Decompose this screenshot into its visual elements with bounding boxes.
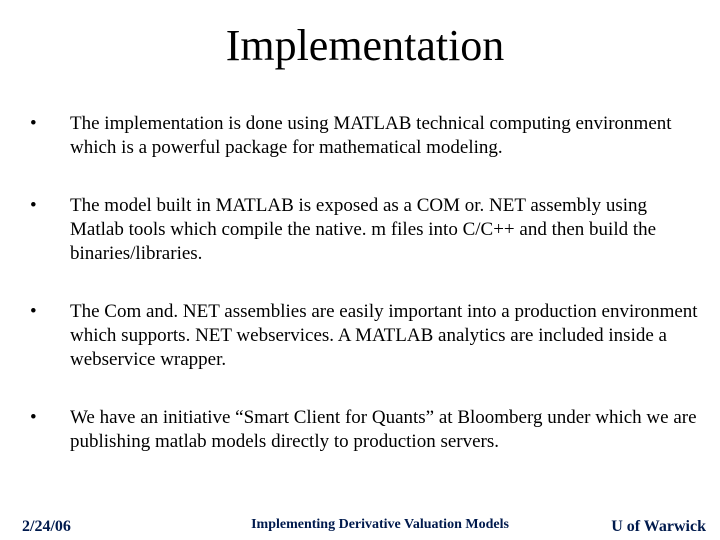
bullet-icon: •: [30, 301, 37, 322]
bullet-icon: •: [30, 113, 37, 134]
bullet-item: [30, 406, 700, 454]
bullet-icon: •: [30, 407, 37, 428]
bullet-item: [30, 300, 700, 372]
footer-presentation-title: Implementing Derivative Valuation Models: [251, 517, 509, 532]
footer-date: 2/24/06: [22, 518, 71, 535]
bullet-text: The model built in MATLAB is exposed as a COM or. NET assembly using Matlab tools which compile the native. m files into C/C++ and then build the binaries/libraries.: [70, 195, 657, 264]
bullet-text: We have an initiative “Smart Client for Quants” at Bloomberg under which we are publishing matlab models directly to production servers.: [70, 407, 697, 452]
footer-institution: U of Warwick: [611, 518, 706, 535]
bullet-text: The Com and. NET assemblies are easily important into a production environment which supports. NET webservices. A MATLAB analytics are included inside a webservice wrapper.: [70, 301, 698, 370]
bullet-text: The implementation is done using MATLAB technical computing environment which is a powerful package for mathematical modeling.: [70, 113, 672, 158]
bullet-icon: •: [30, 195, 37, 216]
bullet-item: [30, 194, 700, 266]
bullet-item: [30, 112, 700, 160]
slide-footer: [0, 514, 720, 540]
bullet-list: [30, 112, 700, 488]
slide-title: Implementation: [225, 21, 505, 70]
